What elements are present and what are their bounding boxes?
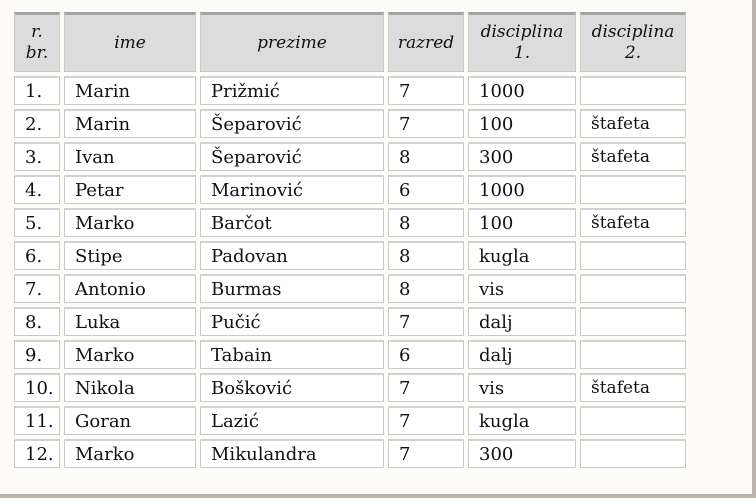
cell-ime: Antonio [64,274,196,303]
cell-disciplina-2: štafeta [580,142,686,171]
table-row [14,208,686,237]
cell-disciplina-1: dalj [468,340,576,369]
header-prezime-label: prezime [257,32,327,53]
cell-prezime: Marinović [200,175,384,204]
cell-razred: 7 [388,307,464,336]
cell-ime: Marin [64,76,196,105]
header-row [14,12,686,72]
cell-rb: 8. [14,307,60,336]
cell-rb: 3. [14,142,60,171]
cell-prezime: Barčot [200,208,384,237]
table-row [14,109,686,138]
cell-razred: 8 [388,241,464,270]
table-row [14,307,686,336]
cell-disciplina-2 [580,175,686,204]
header-disciplina-1-line2: 1. [513,43,531,63]
cell-prezime: Šeparović [200,109,384,138]
cell-prezime: Pučić [200,307,384,336]
cell-disciplina-1: 1000 [468,175,576,204]
cell-prezime: Prižmić [200,76,384,105]
header-rb [14,12,60,72]
table-row [14,439,686,468]
cell-razred: 6 [388,340,464,369]
cell-disciplina-2 [580,76,686,105]
cell-disciplina-2: štafeta [580,373,686,402]
cell-ime: Marko [64,208,196,237]
header-razred-label: razred [397,32,455,53]
cell-disciplina-1: 300 [468,439,576,468]
cell-razred: 7 [388,76,464,105]
cell-rb: 6. [14,241,60,270]
cell-rb: 11. [14,406,60,435]
cell-prezime: Tabain [200,340,384,369]
cell-ime: Petar [64,175,196,204]
cell-ime: Stipe [64,241,196,270]
cell-ime: Marko [64,439,196,468]
header-disciplina-2-line2: 2. [624,43,642,63]
header-rb-line1: r. [31,22,43,42]
cell-disciplina-2 [580,241,686,270]
cell-disciplina-1: 300 [468,142,576,171]
participants-table [10,8,690,472]
cell-razred: 8 [388,274,464,303]
cell-disciplina-2 [580,406,686,435]
cell-disciplina-1: kugla [468,241,576,270]
cell-prezime: Padovan [200,241,384,270]
cell-disciplina-1: kugla [468,406,576,435]
cell-disciplina-2 [580,307,686,336]
cell-disciplina-1: vis [468,373,576,402]
cell-prezime: Šeparović [200,142,384,171]
cell-ime: Ivan [64,142,196,171]
cell-razred: 7 [388,373,464,402]
cell-disciplina-1: vis [468,274,576,303]
cell-ime: Goran [64,406,196,435]
cell-disciplina-2: štafeta [580,109,686,138]
cell-rb: 4. [14,175,60,204]
cell-prezime: Lazić [200,406,384,435]
cell-prezime: Burmas [200,274,384,303]
cell-disciplina-2 [580,439,686,468]
table-row [14,241,686,270]
table-row [14,76,686,105]
cell-razred: 6 [388,175,464,204]
table-row [14,175,686,204]
cell-disciplina-2 [580,340,686,369]
cell-razred: 7 [388,406,464,435]
header-ime [64,12,196,72]
cell-razred: 7 [388,439,464,468]
header-disciplina-1-line1: disciplina [480,22,564,42]
cell-prezime: Mikulandra [200,439,384,468]
table-row [14,373,686,402]
table-row [14,406,686,435]
table-body [14,76,686,468]
header-ime-label: ime [114,32,146,53]
cell-rb: 1. [14,76,60,105]
cell-ime: Nikola [64,373,196,402]
cell-rb: 7. [14,274,60,303]
header-razred [388,12,464,72]
header-prezime [200,12,384,72]
cell-rb: 2. [14,109,60,138]
header-disciplina-2-line1: disciplina [591,22,675,42]
cell-rb: 9. [14,340,60,369]
header-disciplina-2 [580,12,686,72]
table-row [14,274,686,303]
cell-disciplina-1: 100 [468,109,576,138]
cell-razred: 8 [388,142,464,171]
cell-razred: 7 [388,109,464,138]
header-rb-line2: br. [25,43,49,63]
cell-razred: 8 [388,208,464,237]
cell-rb: 10. [14,373,60,402]
cell-ime: Marko [64,340,196,369]
cell-disciplina-1: dalj [468,307,576,336]
cell-rb: 5. [14,208,60,237]
table-row [14,142,686,171]
table-row [14,340,686,369]
cell-disciplina-2: štafeta [580,208,686,237]
cell-disciplina-1: 1000 [468,76,576,105]
cell-rb: 12. [14,439,60,468]
cell-ime: Marin [64,109,196,138]
cell-disciplina-1: 100 [468,208,576,237]
cell-disciplina-2 [580,274,686,303]
header-disciplina-1 [468,12,576,72]
cell-ime: Luka [64,307,196,336]
cell-prezime: Bošković [200,373,384,402]
